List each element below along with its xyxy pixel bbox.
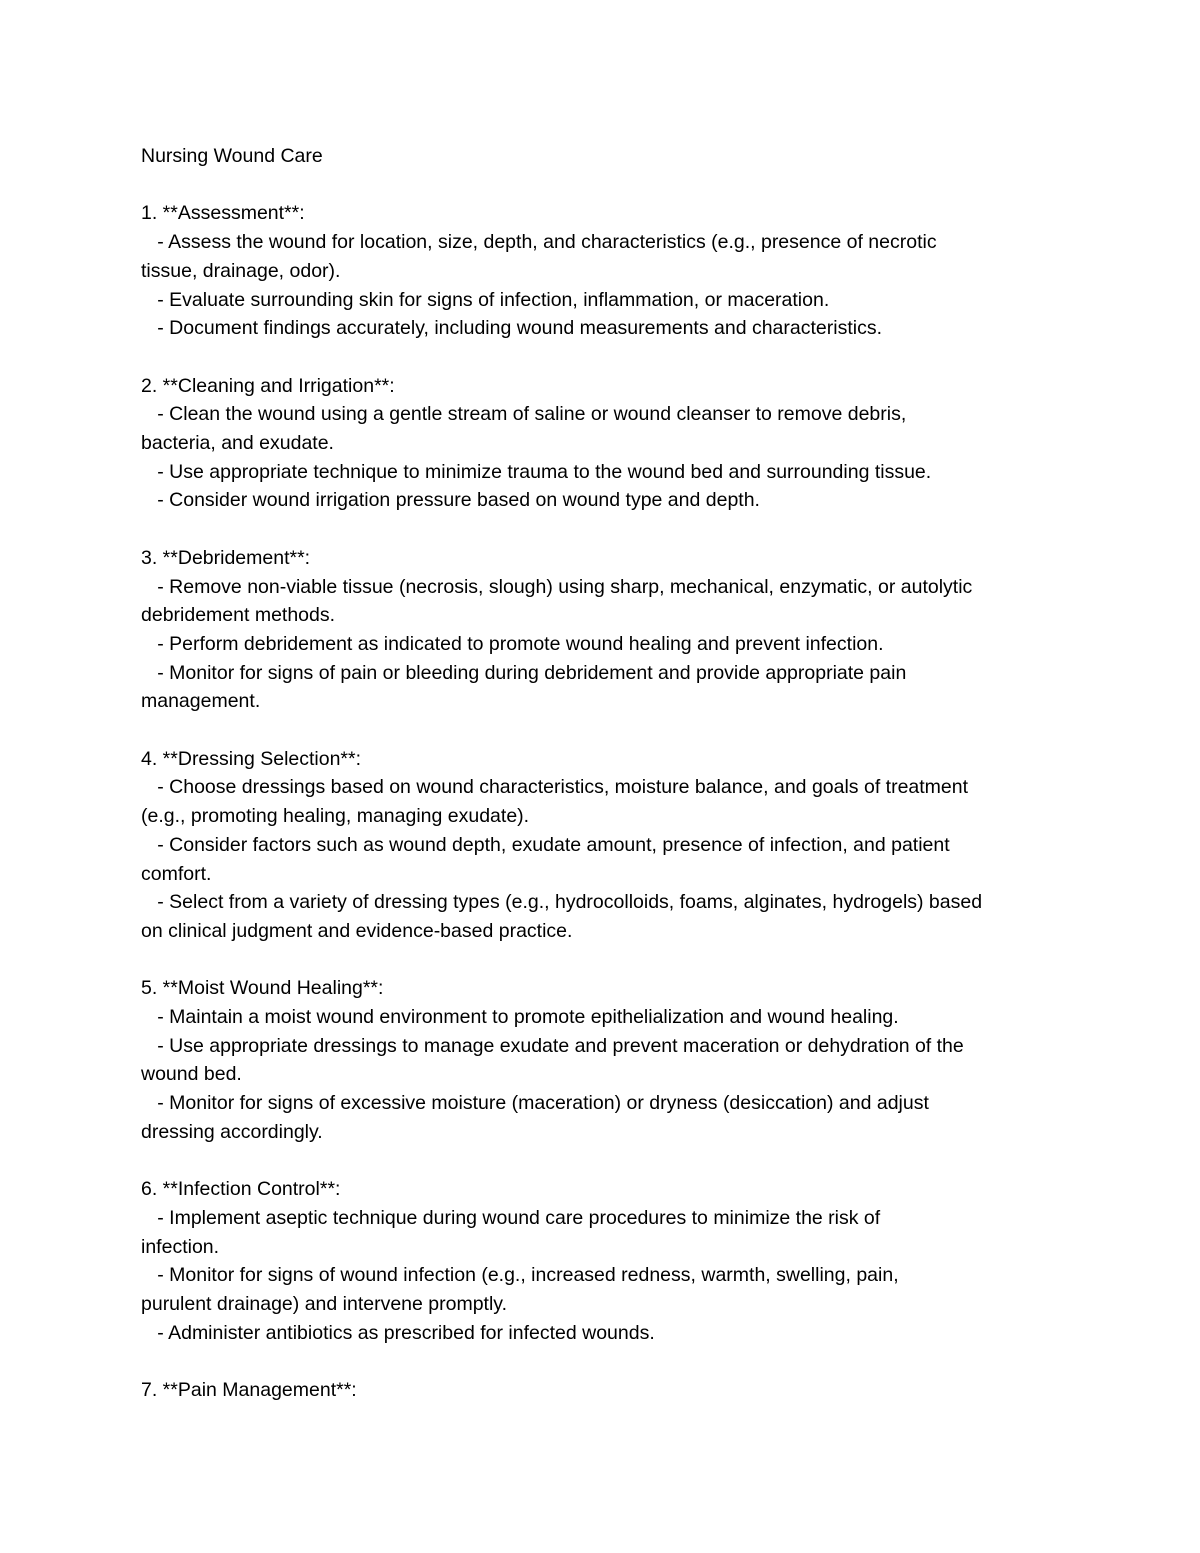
section-line: - Perform debridement as indicated to promote wound healing and prevent infection. (141, 632, 884, 655)
section-pain-management (141, 1376, 1061, 1405)
document-body (141, 142, 1061, 1434)
section-line: tissue, drainage, odor). (141, 259, 341, 282)
section-line: - Use appropriate technique to minimize trauma to the wound bed and surrounding tissue. (141, 460, 932, 483)
section-line: infection. (141, 1235, 220, 1258)
section-cleaning-irrigation (141, 372, 1061, 516)
section-moist-wound-healing (141, 974, 1061, 1146)
section-line: wound bed. (141, 1063, 242, 1086)
section-line: - Implement aseptic technique during wound care procedures to minimize the risk of (141, 1206, 881, 1229)
section-line: - Select from a variety of dressing types (e.g., hydrocolloids, foams, alginates, hydrogels) based (141, 891, 983, 914)
section-assessment (141, 199, 1061, 343)
section-line: - Administer antibiotics as prescribed for infected wounds. (141, 1321, 655, 1344)
section-line: purulent drainage) and intervene promptly. (141, 1293, 508, 1316)
section-infection-control (141, 1175, 1061, 1347)
section-line: bacteria, and exudate. (141, 432, 334, 454)
section-line: - Remove non-viable tissue (necrosis, slough) using sharp, mechanical, enzymatic, or autolytic (141, 575, 973, 598)
section-heading: 2. **Cleaning and Irrigation**: (141, 374, 395, 397)
section-line: dressing accordingly. (141, 1120, 323, 1143)
section-heading: 3. **Debridement**: (141, 546, 311, 569)
section-line: comfort. (141, 862, 212, 885)
section-line: - Consider factors such as wound depth, exudate amount, presence of infection, and patient (141, 833, 950, 856)
section-line: - Monitor for signs of excessive moisture (maceration) or dryness (desiccation) and adjust (141, 1092, 929, 1115)
section-line: - Choose dressings based on wound characteristics, moisture balance, and goals of treatment (141, 776, 969, 799)
section-heading: 5. **Moist Wound Healing**: (141, 977, 384, 1000)
section-heading: 4. **Dressing Selection**: (141, 747, 362, 770)
section-line: - Document findings accurately, including wound measurements and characteristics. (141, 317, 882, 340)
section-heading: 1. **Assessment**: (141, 202, 305, 225)
section-dressing-selection (141, 745, 1061, 946)
section-heading: 7. **Pain Management**: (141, 1379, 357, 1402)
section-line: management. (141, 690, 261, 713)
section-line: - Maintain a moist wound environment to promote epithelialization and wound healing. (141, 1006, 899, 1029)
section-line: - Clean the wound using a gentle stream of saline or wound cleanser to remove debris, (141, 403, 907, 426)
document-title: Nursing Wound Care (141, 145, 323, 167)
section-line: (e.g., promoting healing, managing exudate). (141, 805, 530, 828)
section-debridement (141, 544, 1061, 716)
section-line: - Consider wound irrigation pressure based on wound type and depth. (141, 489, 760, 512)
section-line: - Use appropriate dressings to manage exudate and prevent maceration or dehydration of the (141, 1034, 964, 1057)
section-line: - Assess the wound for location, size, depth, and characteristics (e.g., presence of necrotic (141, 231, 937, 254)
section-line: on clinical judgment and evidence-based practice. (141, 919, 573, 942)
section-line: - Monitor for signs of pain or bleeding during debridement and provide appropriate pain (141, 661, 907, 684)
section-line: - Monitor for signs of wound infection (e.g., increased redness, warmth, swelling, pain, (141, 1264, 899, 1287)
section-heading: 6. **Infection Control**: (141, 1178, 341, 1201)
section-line: - Evaluate surrounding skin for signs of infection, inflammation, or maceration. (141, 288, 830, 311)
section-line: debridement methods. (141, 604, 336, 627)
